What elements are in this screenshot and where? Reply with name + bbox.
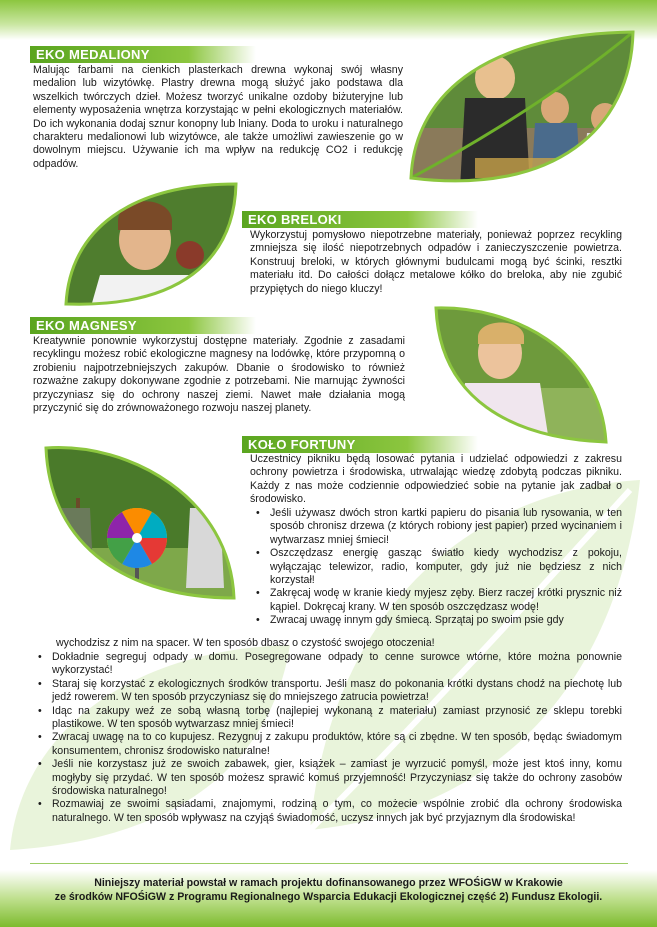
list-item: • Rozmawiaj ze swoimi sąsiadami, znajomymi, rodziną o tym, co możecie wspólnie zrobić dla ochrony środowiska naturalnego. W ten sposób wpływasz na czyjąś świadomość, uczysz innych jak być przyjaznym dla środowiska! bbox=[36, 798, 622, 825]
bullet-list-full bbox=[36, 651, 622, 825]
bullet-list-right bbox=[254, 507, 622, 628]
text-eko-medaliony: Malując farbami na cienkich plasterkach drewna wykonaj swój własny medalion lub wizytówkę. Plastry drewna mogą służyć jako podstawa dla wszelkich twórczych dzieł. Możesz tworzyć unikalne ozdoby biżuteryjne lub elementy wyposażenia wnętrza korzystając w pełni ekologicznych materiałów. Do ich wykonania dodaj sznur konopny lub lniany. Doda to uroku i naturalnego charakteru medalionowi lub wizytówce, ale także umożliwi zawieszenie go w dowolnym miejscu. Używanie ich ma wpływ na redukcję CO2 i redukcję odpadów. bbox=[33, 64, 403, 170]
text-eko-breloki: Wykorzystuj pomysłowo niepotrzebne materiały, ponieważ poprzez recykling zmniejsza się ilość niepotrzebnych odpadów i zanieczyszczenie powietrza. Konstruuj breloki, w których głównymi budulcami mogą być ścinki, resztki materiału itd. Do całości dołącz metalowe kółko do breloka, aby nie zgubić przypiętych do niego kluczy! bbox=[250, 229, 622, 295]
fortune-wheel-icon bbox=[107, 508, 167, 568]
photo-girl-keychain bbox=[60, 180, 240, 310]
footer-divider bbox=[30, 863, 628, 864]
list-item: • Dokładnie segreguj odpady w domu. Posegregowane odpady to cenne surowce wtórne, które można ponownie wykorzystać! bbox=[36, 651, 622, 678]
heading-kolo-fortuny: KOŁO FORTUNY bbox=[242, 436, 478, 453]
text-eko-magnesy: Kreatywnie ponownie wykorzystuj dostępne materiały. Zgodnie z zasadami recyklingu możesz robić ekologiczne magnesy na lodówkę, które przypomną o zrobieniu najpotrzebniejszych zakupów. Dbanie o środowisko to również rozważne zakupy dokonywane zgodnie z potrzebami. Nie marnując żywności przyczyniasz się do ochrony naszej ziemi. Nawet małe działania mogą przyczynić się do zrównoważonego rozwoju naszej planety. bbox=[33, 335, 405, 415]
text-kolo-fortuny-intro: Uczestnicy pikniku będą losować pytania i udzielać odpowiedzi z zakresu ochrony powietrza i środowiska, utrwalając wiedzę zdobytą podczas pikniku. Każdy z nas może codziennie odpowiedzieć sobie na pytanie jak zadbał o środowisko. bbox=[250, 453, 622, 506]
footer-line-2: ze środków NFOŚiGW z Programu Regionalnego Wsparcia Edukacji Ekologicznej część 2) Fundusz Ekologii. bbox=[54, 891, 603, 903]
photo-medallion-workshop bbox=[405, 28, 640, 200]
bullet-continuation: wychodzisz z nim na spacer. W ten sposób dbasz o czystość swojego otoczenia! bbox=[56, 637, 435, 649]
heading-eko-breloki: EKO BRELOKI bbox=[242, 211, 478, 228]
list-item: • Staraj się korzystać z ekologicznych środków transportu. Jeśli masz do pokonania krótki dystans chodź na piechotę lub jedź rowerem. W ten sposób przyczyniasz się do mniejszego zatrucia powietrza! bbox=[36, 678, 622, 705]
list-item: • Jeśli nie korzystasz już ze swoich zabawek, gier, książek – zamiast je wyrzucić pomyśl, może jest ktoś inny, komu mogłyby się przydać. W ten sposób możesz sprawić komuś przyjemność! Przyczyniasz się także do ochrony zasobów środowiska naturalnego! bbox=[36, 758, 622, 798]
list-item: • Zakręcaj wodę w kranie kiedy myjesz zęby. Bierz raczej krótki prysznic niż kąpiel. Dokręcaj krany. W ten sposób oszczędzasz wodę! bbox=[254, 587, 622, 614]
list-item: • Oszczędzasz energię gasząc światło kiedy wychodzisz z pokoju, wyłączając telewizor, radio, komputer, gdy już nie będziesz z nich korzystał! bbox=[254, 547, 622, 587]
heading-eko-magnesy: EKO MAGNESY bbox=[30, 317, 256, 334]
footer-line-1: Niniejszy materiał powstał w ramach projektu dofinansowanego przez WFOŚiGW w Krakowie bbox=[94, 877, 563, 889]
list-item: • Jeśli używasz dwóch stron kartki papieru do pisania lub rysowania, w ten sposób chronisz drzewa (z których robiony jest papier) przed wycinaniem i wytwarzasz mniej śmieci! bbox=[254, 507, 622, 547]
list-item: • Zwracaj uwagę innym gdy śmiecą. Sprzątaj po swoim psie gdy bbox=[254, 614, 622, 627]
photo-girl-park bbox=[430, 298, 610, 448]
heading-eko-medaliony: EKO MEDALIONY bbox=[30, 46, 256, 63]
photo-fortune-wheel bbox=[40, 438, 240, 604]
list-item: • Idąc na zakupy weź ze sobą własną torbę (najlepiej wykonaną z materiału) zamiast przynosić ze sklepu torebki plastikowe. W ten sposób wytwarzasz mniej śmieci! bbox=[36, 705, 622, 732]
list-item: • Zwracaj uwagę na to co kupujesz. Rezygnuj z zakupu produktów, które są ci zbędne. W ten sposób, będąc świadomym konsumentem, chronisz środowisko naturalne! bbox=[36, 731, 622, 758]
